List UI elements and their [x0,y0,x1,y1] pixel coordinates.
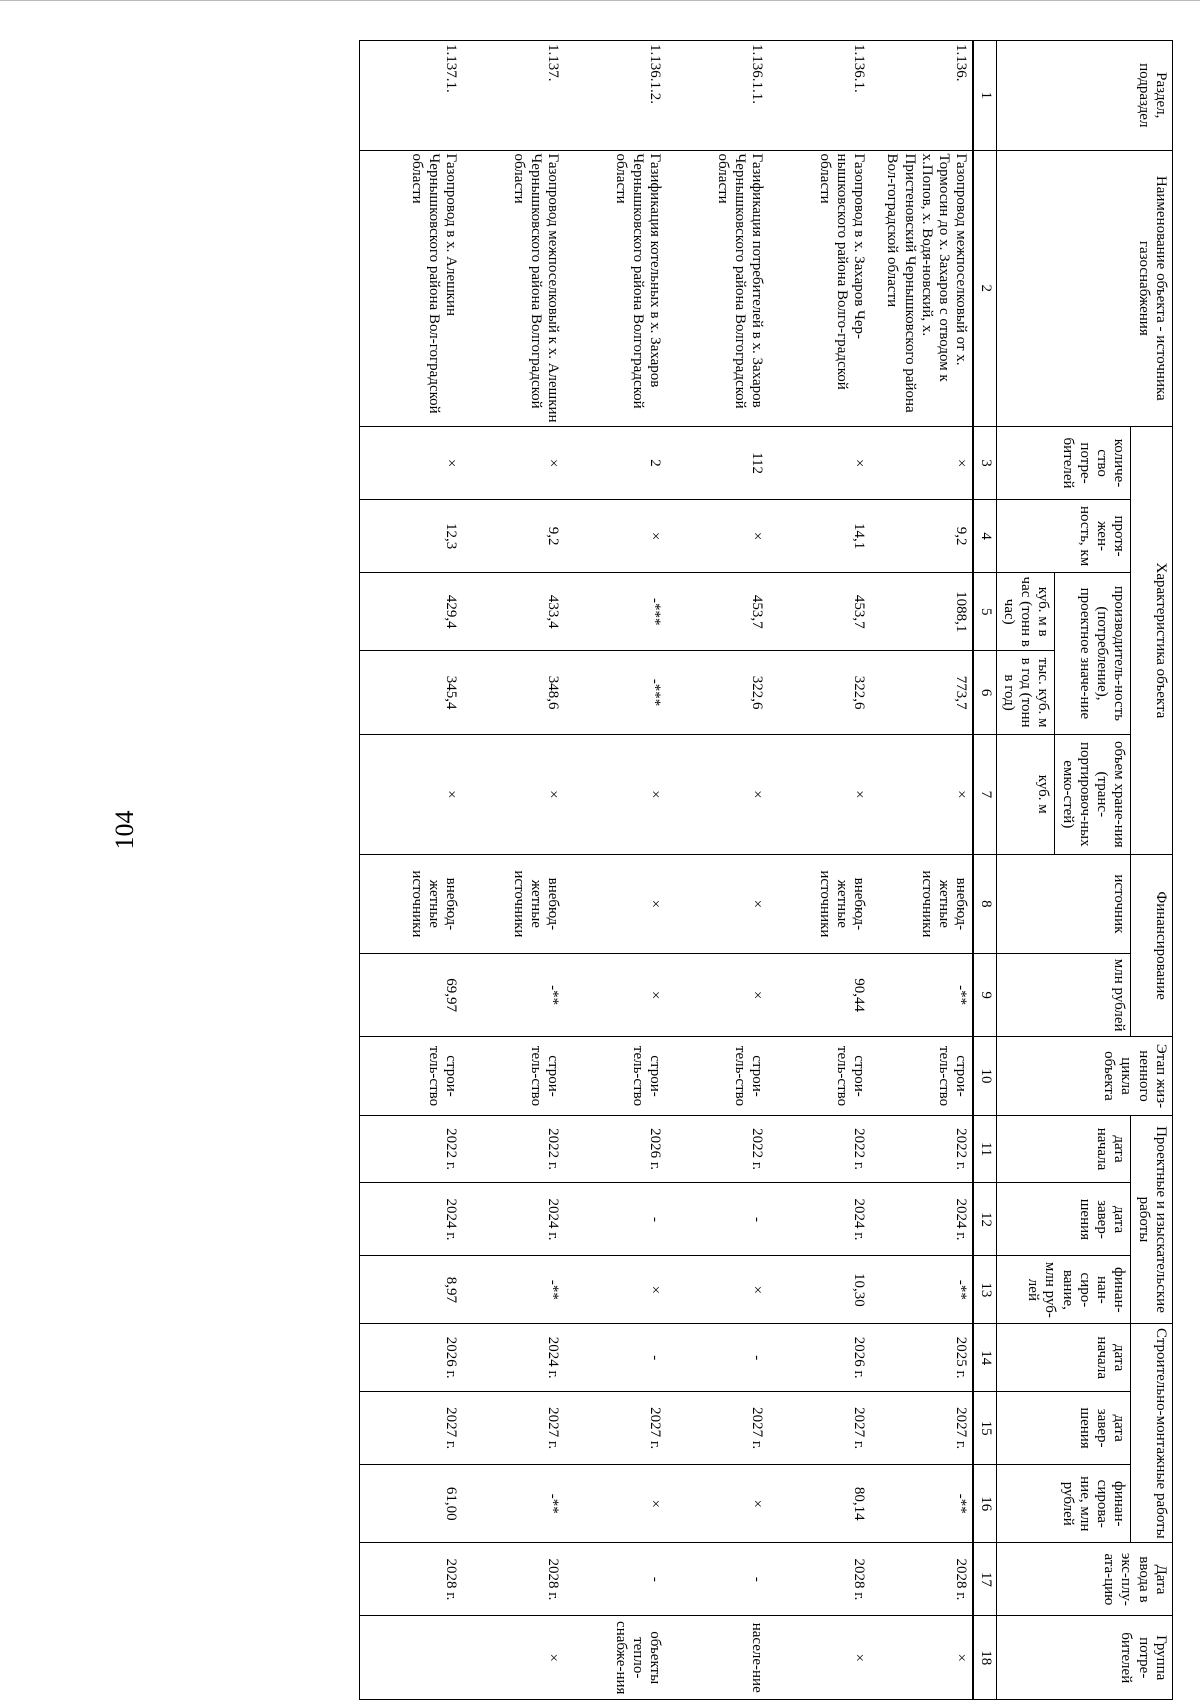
cell-source: внебюд-жетные источники [463,854,565,953]
cell-source: × [565,854,667,953]
header-storage-unit: куб. м [996,734,1055,854]
column-number: 18 [974,1616,997,1700]
cell-construction-end: 2027 г. [667,1392,769,1465]
cell-length: 14,1 [769,500,871,573]
cell-capacity-year: 322,6 [769,651,871,734]
page-number: 104 [110,810,139,850]
cell-capacity-hour: 429,4 [360,573,463,651]
cell-lifecycle: строи-тель-ство [565,1037,667,1115]
cell-commissioning: 2028 г. [463,1543,565,1616]
cell-design-start: 2026 г. [565,1115,667,1183]
top-border-line [0,0,1200,1]
cell-construction-financing: × [667,1465,769,1543]
cell-consumers-count: × [769,427,871,500]
column-number-row [974,41,997,1700]
cell-capacity-year: -*** [565,651,667,734]
column-number: 7 [974,734,997,854]
header-section: Раздел, подраздел [996,41,1172,151]
column-number: 3 [974,427,997,500]
header-construction-works: Строительно-монтажные работы [1131,1324,1173,1543]
cell-storage: × [565,734,667,854]
cell-construction-start: 2026 г. [769,1324,871,1392]
cell-design-start: 2022 г. [769,1115,871,1183]
table-row [667,41,769,1700]
cell-design-start: 2022 г. [667,1115,769,1183]
header-construction-start: дата начала [996,1324,1131,1392]
header-construction-financing: финан-сирова-ние, млн рублей [996,1465,1131,1543]
cell-commissioning: - [565,1543,667,1616]
cell-section: 1.136.1. [769,41,871,151]
cell-consumer-group: × [463,1616,565,1700]
cell-source: внебюд-жетные источники [360,854,463,953]
cell-consumer-group: населе-ние [667,1616,769,1700]
gas-supply-table [360,40,1174,1700]
cell-design-end: 2024 г. [360,1183,463,1256]
cell-construction-financing: 61,00 [360,1465,463,1543]
column-number: 17 [974,1543,997,1616]
table-row [769,41,871,1700]
column-number: 1 [974,41,997,151]
header-capacity: производитель-ность (потребление), проектное значе-ние [1055,573,1131,735]
cell-design-financing: 8,97 [360,1256,463,1324]
cell-design-financing: × [565,1256,667,1324]
cell-design-financing: × [667,1256,769,1324]
header-name: Наименование объекта - источника газоснабжения [996,150,1172,426]
cell-consumer-group: × [769,1616,871,1700]
column-number: 4 [974,500,997,573]
table-row [871,41,974,1700]
column-number: 6 [974,651,997,734]
cell-lifecycle: строи-тель-ство [667,1037,769,1115]
cell-capacity-hour: 453,7 [667,573,769,651]
cell-section: 1.136. [871,41,974,151]
header-design-financing: финан-нан-сиро-вание, млн руб-лей [996,1256,1131,1324]
cell-name: Газопровод межпоселковый к х. Алешкин Чернышковского района Волгоградской области [463,150,565,426]
cell-consumers-count: 2 [565,427,667,500]
cell-name: Газификация потребителей в х. Захаров Чернышковского района Волгоградской области [667,150,769,426]
cell-construction-financing: -** [463,1465,565,1543]
cell-storage: × [667,734,769,854]
cell-construction-financing: × [565,1465,667,1543]
cell-construction-end: 2027 г. [769,1392,871,1465]
cell-lifecycle: строи-тель-ство [463,1037,565,1115]
header-length: протя-жен-ность, км [996,500,1131,573]
cell-construction-financing: 80,14 [769,1465,871,1543]
cell-construction-end: 2027 г. [360,1392,463,1465]
header-capacity-hour: куб. м в час (тонн в час) [996,573,1055,651]
column-number: 9 [974,953,997,1036]
cell-construction-start: 2026 г. [360,1324,463,1392]
cell-capacity-year: 345,4 [360,651,463,734]
cell-financing-amount: × [667,953,769,1036]
cell-capacity-year: 773,7 [871,651,974,734]
header-source: источник [996,854,1131,953]
cell-construction-end: 2027 г. [871,1392,974,1465]
cell-length: × [667,500,769,573]
cell-name: Газификация котельных в х. Захаров Чернышковского района Волгоградской области [565,150,667,426]
column-number: 10 [974,1037,997,1115]
cell-design-start: 2022 г. [871,1115,974,1183]
cell-name: Газопровод в х. Алешкин Чернышковского района Вол-гоградской области [360,150,463,426]
cell-construction-financing: -** [871,1465,974,1543]
cell-design-end: 2024 г. [769,1183,871,1256]
cell-design-end: - [565,1183,667,1256]
cell-consumers-count: × [360,427,463,500]
cell-financing-amount: -** [871,953,974,1036]
cell-consumers-count: × [871,427,974,500]
cell-length: 9,2 [871,500,974,573]
cell-design-end: 2024 г. [871,1183,974,1256]
cell-lifecycle: строи-тель-ство [769,1037,871,1115]
cell-commissioning: 2028 г. [871,1543,974,1616]
column-number: 13 [974,1256,997,1324]
cell-name: Газопровод межпоселковый от х. Тормосин до х. Захаров с отводом к х.Попов, х. Водя-новский, х. Пристеновский Чернышковского района Вол-гоградской области [871,150,974,426]
cell-storage: × [871,734,974,854]
cell-design-end: - [667,1183,769,1256]
cell-consumers-count: × [463,427,565,500]
header-commissioning: Дата ввода в экс-плу-ата-цию [996,1543,1172,1616]
cell-capacity-hour: 453,7 [769,573,871,651]
header-financing: Финансирование [1131,854,1173,1037]
cell-commissioning: 2028 г. [360,1543,463,1616]
cell-capacity-hour: -*** [565,573,667,651]
cell-financing-amount: × [565,953,667,1036]
column-number: 12 [974,1183,997,1256]
header-consumer-group: Группа потре-бителей [996,1616,1172,1700]
column-number: 2 [974,150,997,426]
header-storage: объем хране-ния (транс-портировоч-ных емко-стей) [1055,734,1131,854]
cell-storage: × [360,734,463,854]
cell-capacity-hour: 1088,1 [871,573,974,651]
column-number: 11 [974,1115,997,1183]
cell-consumer-group [360,1616,463,1700]
rotated-table-sheet [173,40,1173,1700]
table-row [565,41,667,1700]
header-million-rub: млн рублей [996,953,1131,1036]
cell-capacity-year: 348,6 [463,651,565,734]
cell-length: 12,3 [360,500,463,573]
cell-lifecycle: строи-тель-ство [871,1037,974,1115]
header-design-start: дата начала [996,1115,1131,1183]
header-design-end: дата завер-шения [996,1183,1131,1256]
cell-storage: × [769,734,871,854]
cell-construction-end: 2027 г. [565,1392,667,1465]
cell-lifecycle: строи-тель-ство [360,1037,463,1115]
header-capacity-year: тыс. куб. м в год (тонн в год) [996,651,1055,734]
header-characteristics: Характеристика объекта [1131,427,1173,855]
column-number: 8 [974,854,997,953]
column-number: 14 [974,1324,997,1392]
cell-design-start: 2022 г. [360,1115,463,1183]
table-row [463,41,565,1700]
cell-capacity-hour: 433,4 [463,573,565,651]
cell-commissioning: - [667,1543,769,1616]
header-consumers-count: количе-ство потре-бителей [996,427,1131,500]
cell-consumer-group: × [871,1616,974,1700]
cell-section: 1.137. [463,41,565,151]
cell-construction-start: - [667,1324,769,1392]
header-design-works: Проектные и изыскательские работы [1131,1115,1173,1324]
cell-consumer-group: объекты тепло-снабже-ния [565,1616,667,1700]
cell-commissioning: 2028 г. [769,1543,871,1616]
cell-design-financing: -** [871,1256,974,1324]
cell-financing-amount: -** [463,953,565,1036]
cell-construction-start: - [565,1324,667,1392]
cell-name: Газопровод в х. Захаров Чер-нышковского района Волго-градской области [769,150,871,426]
cell-section: 1.136.1.2. [565,41,667,151]
cell-construction-end: 2027 г. [463,1392,565,1465]
column-number: 5 [974,573,997,651]
cell-design-end: 2024 г. [463,1183,565,1256]
cell-section: 1.136.1.1. [667,41,769,151]
cell-capacity-year: 322,6 [667,651,769,734]
cell-storage: × [463,734,565,854]
cell-financing-amount: 90,44 [769,953,871,1036]
cell-financing-amount: 69,97 [360,953,463,1036]
cell-source: внебюд-жетные источники [769,854,871,953]
cell-design-start: 2022 г. [463,1115,565,1183]
cell-length: × [565,500,667,573]
header-lifecycle: Этап жиз-ненного цикла объекта [996,1037,1172,1115]
cell-source: внебюд-жетные источники [871,854,974,953]
cell-design-financing: -** [463,1256,565,1324]
cell-construction-start: 2024 г. [463,1324,565,1392]
cell-length: 9,2 [463,500,565,573]
header-construction-end: дата завер-шения [996,1392,1131,1465]
cell-construction-start: 2025 г. [871,1324,974,1392]
table-row [360,41,463,1700]
column-number: 15 [974,1392,997,1465]
cell-source: × [667,854,769,953]
cell-design-financing: 10,30 [769,1256,871,1324]
column-number: 16 [974,1465,997,1543]
cell-consumers-count: 112 [667,427,769,500]
cell-section: 1.137.1. [360,41,463,151]
